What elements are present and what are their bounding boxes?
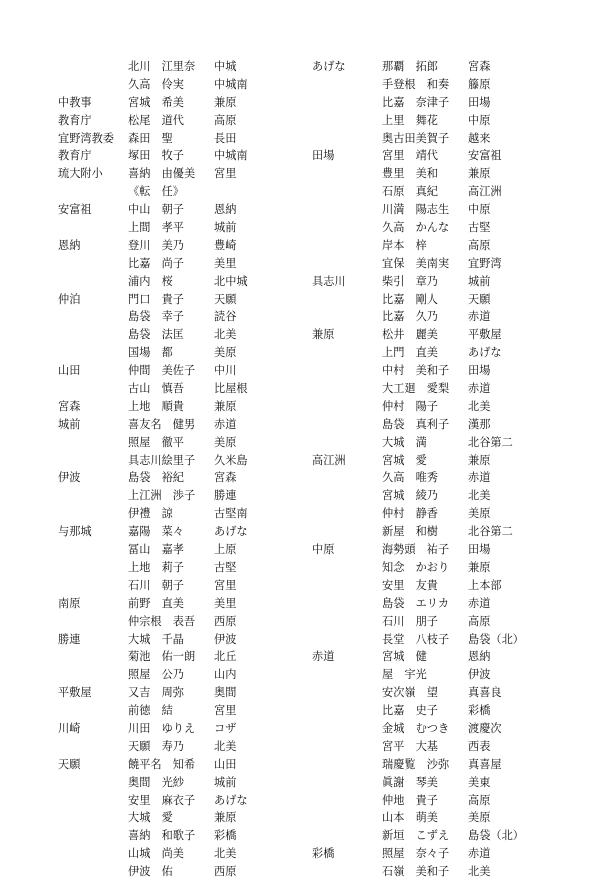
person-name: 上間 孝平 — [128, 221, 184, 235]
person-name: 安里 友貴 — [382, 578, 438, 592]
previous-school: 中城南 — [214, 149, 248, 163]
person-name: 喜納 和歌子 — [128, 829, 196, 843]
person-name: 上門 直美 — [382, 346, 438, 360]
person-name: 島袋 エリカ — [382, 596, 450, 610]
person-name: 比嘉 久乃 — [382, 310, 438, 324]
previous-school: 越来 — [468, 131, 491, 145]
person-name: 金城 むつき — [382, 721, 450, 735]
previous-school: 高原 — [468, 238, 491, 252]
person-name: 手登根 和奏 — [382, 77, 450, 91]
person-name: 塚田 牧子 — [128, 149, 184, 163]
school-name: 勝連 — [58, 632, 81, 646]
person-name: 大城 満 — [382, 435, 427, 449]
person-name: 島袋 裕紀 — [128, 471, 184, 485]
previous-school: 中城 — [214, 60, 237, 73]
previous-school: 中原 — [468, 203, 491, 217]
person-name: 柴引 章乃 — [382, 274, 438, 288]
person-name: 石嶺 美和子 — [382, 865, 450, 879]
school-name: 安富祖 — [58, 203, 92, 217]
person-name: 山本 萌美 — [382, 811, 438, 825]
previous-school: 城前 — [468, 274, 491, 288]
person-name: 屋 宇光 — [382, 668, 427, 682]
previous-school: 美里 — [214, 596, 237, 610]
previous-school: 宮里 — [214, 167, 237, 181]
school-name: 赤道 — [312, 650, 335, 664]
person-name: 宮城 愛 — [382, 453, 427, 467]
previous-school: 田場 — [468, 543, 491, 557]
previous-school: 西原 — [214, 614, 237, 628]
person-name: 上地 莉子 — [128, 560, 184, 574]
previous-school: 北美 — [468, 399, 491, 413]
previous-school: 宜野湾 — [468, 256, 502, 270]
person-name: 上地 順貴 — [128, 399, 184, 413]
previous-school: 籐原 — [468, 77, 491, 91]
previous-school: 勝連 — [214, 489, 237, 503]
person-name: 宮里 靖代 — [382, 149, 438, 163]
previous-school: 美里 — [214, 256, 237, 270]
previous-school: 北丘 — [214, 650, 237, 664]
previous-school: 伊波 — [214, 632, 237, 646]
person-name: 照屋 奈々子 — [382, 847, 450, 861]
person-name: 国場 都 — [128, 346, 173, 360]
previous-school: 田場 — [468, 364, 491, 378]
person-name: 菊池 佑一朗 — [128, 650, 196, 664]
previous-school: コザ — [214, 721, 237, 735]
person-name: 石川 朋子 — [382, 614, 438, 628]
previous-school: 美東 — [468, 775, 491, 789]
previous-school: 漢那 — [468, 417, 491, 431]
person-name: 久高 唯秀 — [382, 471, 438, 485]
previous-school: 美原 — [468, 507, 491, 521]
previous-school: 北美 — [468, 865, 491, 879]
person-name: 海勢頭 祐子 — [382, 543, 450, 557]
person-name: 川満 陽志生 — [382, 203, 450, 217]
school-name: 山田 — [58, 364, 81, 378]
school-name: 伊波 — [58, 471, 81, 485]
previous-school: 古堅南 — [214, 507, 248, 521]
person-name: 奥古田美賀子 — [382, 131, 450, 145]
person-name: 中山 朝子 — [128, 203, 184, 217]
previous-school: 兼原 — [214, 95, 237, 109]
person-name: 嘉陽 菜々 — [128, 525, 184, 539]
person-name: 登川 美乃 — [128, 238, 184, 252]
previous-school: 中城南 — [214, 77, 248, 91]
person-name: 大工廻 愛梨 — [382, 382, 450, 396]
person-name: 古山 慎吾 — [128, 382, 184, 396]
previous-school: 島袋（北） — [468, 632, 524, 646]
person-name: 比嘉 奈津子 — [382, 95, 450, 109]
previous-school: 真喜屋 — [468, 757, 502, 771]
previous-school: 兼原 — [214, 399, 237, 413]
previous-school: 伊波 — [468, 668, 491, 682]
school-name: 琉大附小 — [58, 167, 103, 181]
school-name: 南原 — [58, 596, 81, 610]
person-name: 伊禮 諒 — [128, 507, 173, 521]
previous-school: 兼原 — [468, 167, 491, 181]
previous-school: 古堅 — [468, 221, 491, 235]
person-name: 新屋 和樹 — [382, 525, 438, 539]
person-name: 大城 愛 — [128, 811, 173, 825]
person-name: 中村 美和子 — [382, 364, 450, 378]
school-name: 平敷屋 — [58, 686, 92, 700]
person-name: 伊波 佑 — [128, 865, 173, 879]
previous-school: 北美 — [214, 328, 237, 342]
person-name: 山城 尚美 — [128, 847, 184, 861]
previous-school: 兼原 — [214, 811, 237, 825]
person-name: 前野 直美 — [128, 596, 184, 610]
previous-school: 宮里 — [214, 578, 237, 592]
person-name: 上江洲 渉子 — [128, 489, 196, 503]
previous-school: 赤道 — [468, 596, 491, 610]
previous-school: 真喜良 — [468, 686, 502, 700]
person-name: 奥間 光紗 — [128, 775, 184, 789]
school-name: 教育庁 — [58, 149, 92, 163]
previous-school: 恩納 — [468, 650, 491, 664]
school-name: 天願 — [58, 757, 81, 771]
previous-school: 天願 — [468, 292, 491, 306]
previous-school: 天願 — [214, 292, 237, 306]
person-name: 北川 江里奈 — [128, 60, 196, 73]
school-name: 教育庁 — [58, 113, 92, 127]
person-name: 《転 任》 — [128, 185, 184, 199]
person-name: 門口 貴子 — [128, 292, 184, 306]
previous-school: 高原 — [468, 793, 491, 807]
previous-school: 高江洲 — [468, 185, 502, 199]
person-name: 森田 聖 — [128, 131, 173, 145]
previous-school: 久米島 — [214, 453, 248, 467]
person-name: 浦内 桜 — [128, 274, 173, 288]
previous-school: 中原 — [468, 113, 491, 127]
previous-school: 中川 — [214, 364, 237, 378]
person-name: 新垣 こずえ — [382, 829, 450, 843]
person-name: 仲村 陽子 — [382, 399, 438, 413]
school-name: 高江洲 — [312, 453, 346, 467]
previous-school: 平敷屋 — [468, 328, 502, 342]
school-name: 田場 — [312, 149, 335, 163]
previous-school: あげな — [214, 793, 248, 807]
school-name: 兼原 — [312, 328, 335, 342]
previous-school: 北美 — [468, 489, 491, 503]
person-name: 喜納 由優美 — [128, 167, 196, 181]
previous-school: 兼原 — [468, 453, 491, 467]
person-name: 仲間 美佐子 — [128, 364, 196, 378]
school-name: あげな — [312, 60, 346, 73]
person-name: 宮城 希美 — [128, 95, 184, 109]
previous-school: 宮森 — [468, 60, 491, 73]
school-name: 宮森 — [58, 399, 81, 413]
previous-school: 赤道 — [468, 382, 491, 396]
previous-school: 高原 — [214, 113, 237, 127]
person-name: 安里 麻衣子 — [128, 793, 196, 807]
person-name: 岸本 梓 — [382, 238, 427, 252]
previous-school: 長田 — [214, 131, 237, 145]
previous-school: 渡慶次 — [468, 721, 502, 735]
person-name: 宜保 美南実 — [382, 256, 450, 270]
previous-school: 美原 — [214, 346, 237, 360]
school-name: 宜野湾教委 — [58, 131, 114, 145]
previous-school: 山内 — [214, 668, 237, 682]
previous-school: 赤道 — [468, 310, 491, 324]
person-name: 島袋 法匡 — [128, 328, 184, 342]
person-name: 仲宗根 表吾 — [128, 614, 196, 628]
person-name: 宮城 綾乃 — [382, 489, 438, 503]
previous-school: 美原 — [468, 811, 491, 825]
person-name: 川田 ゆりえ — [128, 721, 196, 735]
person-name: 瑞慶覧 沙弥 — [382, 757, 450, 771]
previous-school: 上原 — [214, 543, 237, 557]
previous-school: あげな — [214, 525, 248, 539]
person-name: 仲村 静香 — [382, 507, 438, 521]
previous-school: 古堅 — [214, 560, 237, 574]
previous-school: 西原 — [214, 865, 237, 879]
person-name: 天願 寿乃 — [128, 739, 184, 753]
school-name: 川崎 — [58, 721, 81, 735]
person-name: 長堂 八枝子 — [382, 632, 450, 646]
previous-school: 美原 — [214, 435, 237, 449]
person-name: 島袋 真利子 — [382, 417, 450, 431]
person-name: 石原 真紀 — [382, 185, 438, 199]
previous-school: 赤道 — [468, 847, 491, 861]
person-name: 比嘉 尚子 — [128, 256, 184, 270]
school-name: 彩橋 — [312, 847, 335, 861]
previous-school: 城前 — [214, 775, 237, 789]
previous-school: 城前 — [214, 221, 237, 235]
previous-school: 奥間 — [214, 686, 237, 700]
previous-school: 上本部 — [468, 578, 502, 592]
person-name: 松井 麗美 — [382, 328, 438, 342]
person-name: 久高 かんな — [382, 221, 450, 235]
person-name: 大城 千晶 — [128, 632, 184, 646]
previous-school: 西表 — [468, 739, 491, 753]
person-name: 豊里 美和 — [382, 167, 438, 181]
previous-school: 兼原 — [468, 560, 491, 574]
person-name: 那覇 拓郎 — [382, 60, 438, 73]
person-name: 上里 舞花 — [382, 113, 438, 127]
person-name: 喜友名 健男 — [128, 417, 196, 431]
person-name: 仲地 貴子 — [382, 793, 438, 807]
previous-school: 彩橋 — [468, 704, 491, 718]
previous-school: 安富祖 — [468, 149, 502, 163]
previous-school: あげな — [468, 346, 502, 360]
previous-school: 北谷第二 — [468, 435, 513, 449]
previous-school: 田場 — [468, 95, 491, 109]
previous-school: 北美 — [214, 739, 237, 753]
person-name: 松尾 道代 — [128, 113, 184, 127]
previous-school: 彩橋 — [214, 829, 237, 843]
person-name: 具志川絵里子 — [128, 453, 196, 467]
school-name: 具志川 — [312, 274, 346, 288]
previous-school: 読谷 — [214, 310, 237, 324]
person-name: 宮城 健 — [382, 650, 427, 664]
previous-school: 山田 — [214, 757, 237, 771]
person-name: 比嘉 史子 — [382, 704, 438, 718]
school-name: 中原 — [312, 543, 335, 557]
previous-school: 宮森 — [214, 471, 237, 485]
previous-school: 比屋根 — [214, 382, 248, 396]
previous-school: 島袋（北） — [468, 829, 524, 843]
person-name: 前徳 結 — [128, 704, 173, 718]
person-name: 石川 朝子 — [128, 578, 184, 592]
person-name: 冨山 嘉孝 — [128, 543, 184, 557]
person-name: 眞謝 琴美 — [382, 775, 438, 789]
person-name: 饒平名 知希 — [128, 757, 196, 771]
school-name: 城前 — [58, 417, 81, 431]
person-name: 宮平 大基 — [382, 739, 438, 753]
previous-school: 高原 — [468, 614, 491, 628]
person-name: 照屋 公乃 — [128, 668, 184, 682]
person-name: 久高 伶実 — [128, 77, 184, 91]
person-name: 島袋 幸子 — [128, 310, 184, 324]
previous-school: 北谷第二 — [468, 525, 513, 539]
person-name: 照屋 徹平 — [128, 435, 184, 449]
previous-school: 宮里 — [214, 704, 237, 718]
previous-school: 赤道 — [214, 417, 237, 431]
previous-school: 北中城 — [214, 274, 248, 288]
previous-school: 赤道 — [468, 471, 491, 485]
school-name: 中教事 — [58, 95, 92, 109]
person-name: 安次嶺 望 — [382, 686, 438, 700]
school-name: 与那城 — [58, 525, 92, 539]
school-name: 仲泊 — [58, 292, 81, 306]
previous-school: 豊崎 — [214, 238, 237, 252]
school-name: 恩納 — [58, 238, 81, 252]
previous-school: 恩納 — [214, 203, 237, 217]
person-name: 又吉 周弥 — [128, 686, 184, 700]
person-name: 比嘉 剛人 — [382, 292, 438, 306]
previous-school: 北美 — [214, 847, 237, 861]
person-name: 知念 かおり — [382, 560, 450, 574]
